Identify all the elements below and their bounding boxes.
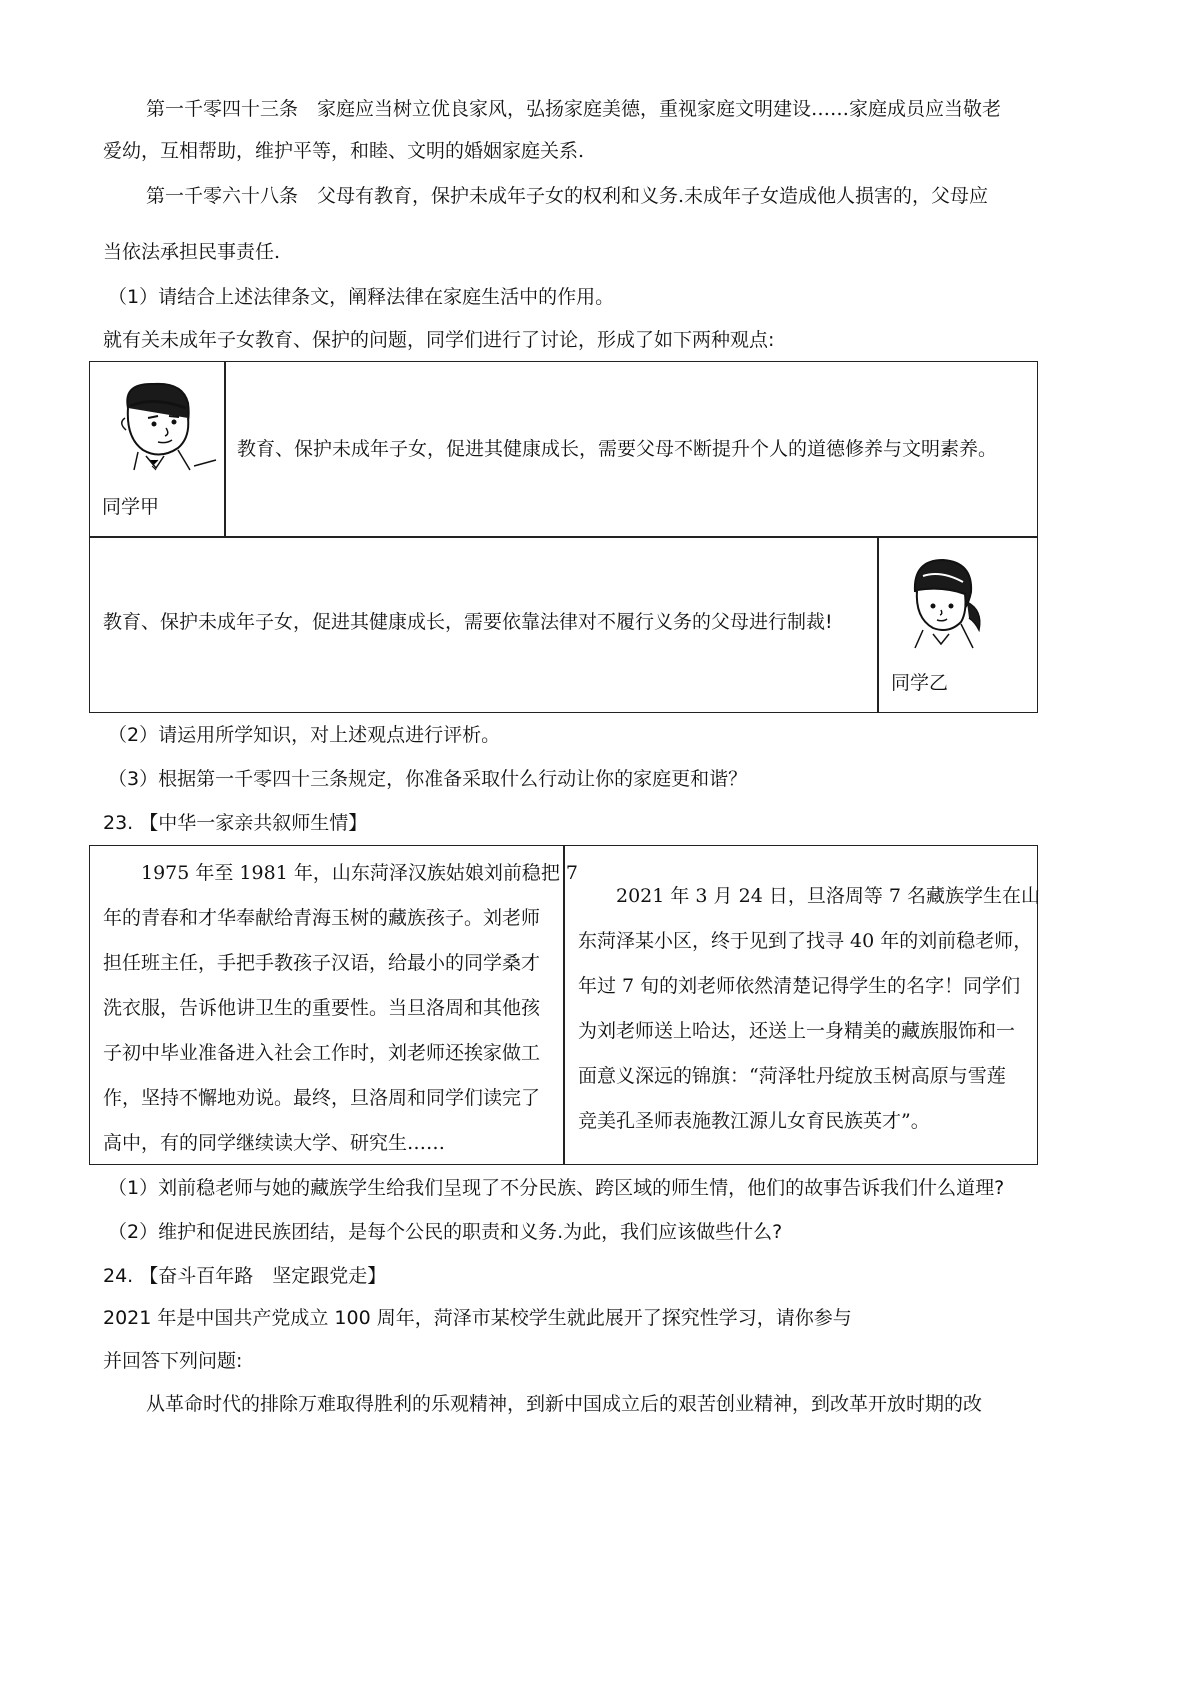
story-line: 竞美孔圣师表施教江源儿女育民族英才”。 [578, 1110, 930, 1132]
student-a-view: 教育、保护未成年子女，促进其健康成长，需要父母不断提升个人的道德修养与文明素养。 [237, 438, 998, 460]
question-24-passage: 从革命时代的排除万难取得胜利的乐观精神，到新中国成立后的艰苦创业精神，到改革开放时期的改 [146, 1393, 983, 1415]
story-line: 作，坚持不懈地劝说。最终，旦洛周和同学们读完了 [103, 1087, 541, 1109]
story-left-passage [103, 851, 578, 1166]
question-24-intro-line2: 并回答下列问题: [103, 1350, 243, 1372]
story-line: 1975 年至 1981 年，山东菏泽汉族姑娘刘前稳把 7 [141, 862, 578, 884]
question-24-title: 24. 【奋斗百年路 坚定跟党走】 [103, 1265, 387, 1287]
article-1068-line1: 第一千零六十八条 父母有教育，保护未成年子女的权利和义务.未成年子女造成他人损害的，父母应 [146, 185, 989, 207]
story-line: 为刘老师送上哈达，还送上一身精美的藏族服饰和一 [578, 1020, 1016, 1042]
discussion-intro: 就有关未成年子女教育、保护的问题，同学们进行了讨论，形成了如下两种观点: [103, 329, 775, 351]
question-22-2: （2）请运用所学知识，对上述观点进行评析。 [108, 724, 501, 746]
student-a-avatar [98, 378, 218, 476]
question-22-1: （1）请结合上述法律条文，阐释法律在家庭生活中的作用。 [108, 286, 615, 308]
question-24-intro-line1: 2021 年是中国共产党成立 100 周年，菏泽市某校学生就此展开了探究性学习，请你参与 [103, 1307, 852, 1329]
table-col-divider-bottom [877, 536, 879, 713]
question-23-2: （2）维护和促进民族团结，是每个公民的职责和义务.为此，我们应该做些什么? [108, 1221, 783, 1243]
story-line: 2021 年 3 月 24 日，旦洛周等 7 名藏族学生在山 [616, 885, 1040, 907]
question-23-title: 23. 【中华一家亲共叙师生情】 [103, 812, 368, 834]
story-line: 年的青春和才华奉献给青海玉树的藏族孩子。刘老师 [103, 907, 541, 929]
student-b-label: 同学乙 [891, 672, 949, 694]
table-col-divider-top [224, 361, 226, 536]
story-line: 东菏泽某小区，终于见到了找寻 40 年的刘前稳老师， [578, 930, 1033, 952]
story-line: 高中，有的同学继续读大学、研究生…… [103, 1132, 446, 1154]
article-1043-line2: 爱幼，互相帮助，维护平等，和睦、文明的婚姻家庭关系. [103, 140, 585, 162]
table-row-divider [89, 536, 1038, 538]
story-line: 洗衣服，告诉他讲卫生的重要性。当旦洛周和其他孩 [103, 997, 541, 1019]
article-1043-line1: 第一千零四十三条 家庭应当树立优良家风，弘扬家庭美德，重视家庭文明建设……家庭成员应当敬老 [146, 98, 1002, 120]
student-a-label: 同学甲 [102, 496, 160, 518]
student-b-view: 教育、保护未成年子女，促进其健康成长，需要依靠法律对不履行义务的父母进行制裁! [103, 611, 833, 633]
question-22-3: （3）根据第一千零四十三条规定，你准备采取什么行动让你的家庭更和谐？ [108, 768, 748, 790]
story-line: 担任班主任，手把手教孩子汉语，给最小的同学桑才 [103, 952, 541, 974]
student-b-avatar [893, 552, 993, 652]
story-right-passage [578, 874, 1040, 1144]
story-line: 子初中毕业准备进入社会工作时，刘老师还挨家做工 [103, 1042, 541, 1064]
story-line: 年过 7 旬的刘老师依然清楚记得学生的名字！同学们 [578, 975, 1021, 997]
question-23-1: （1）刘前稳老师与她的藏族学生给我们呈现了不分民族、跨区域的师生情，他们的故事告诉我们什么道理? [108, 1177, 1005, 1199]
story-line: 面意义深远的锦旗：“菏泽牡丹绽放玉树高原与雪莲 [578, 1065, 1006, 1087]
article-1068-line2: 当依法承担民事责任. [103, 241, 281, 263]
